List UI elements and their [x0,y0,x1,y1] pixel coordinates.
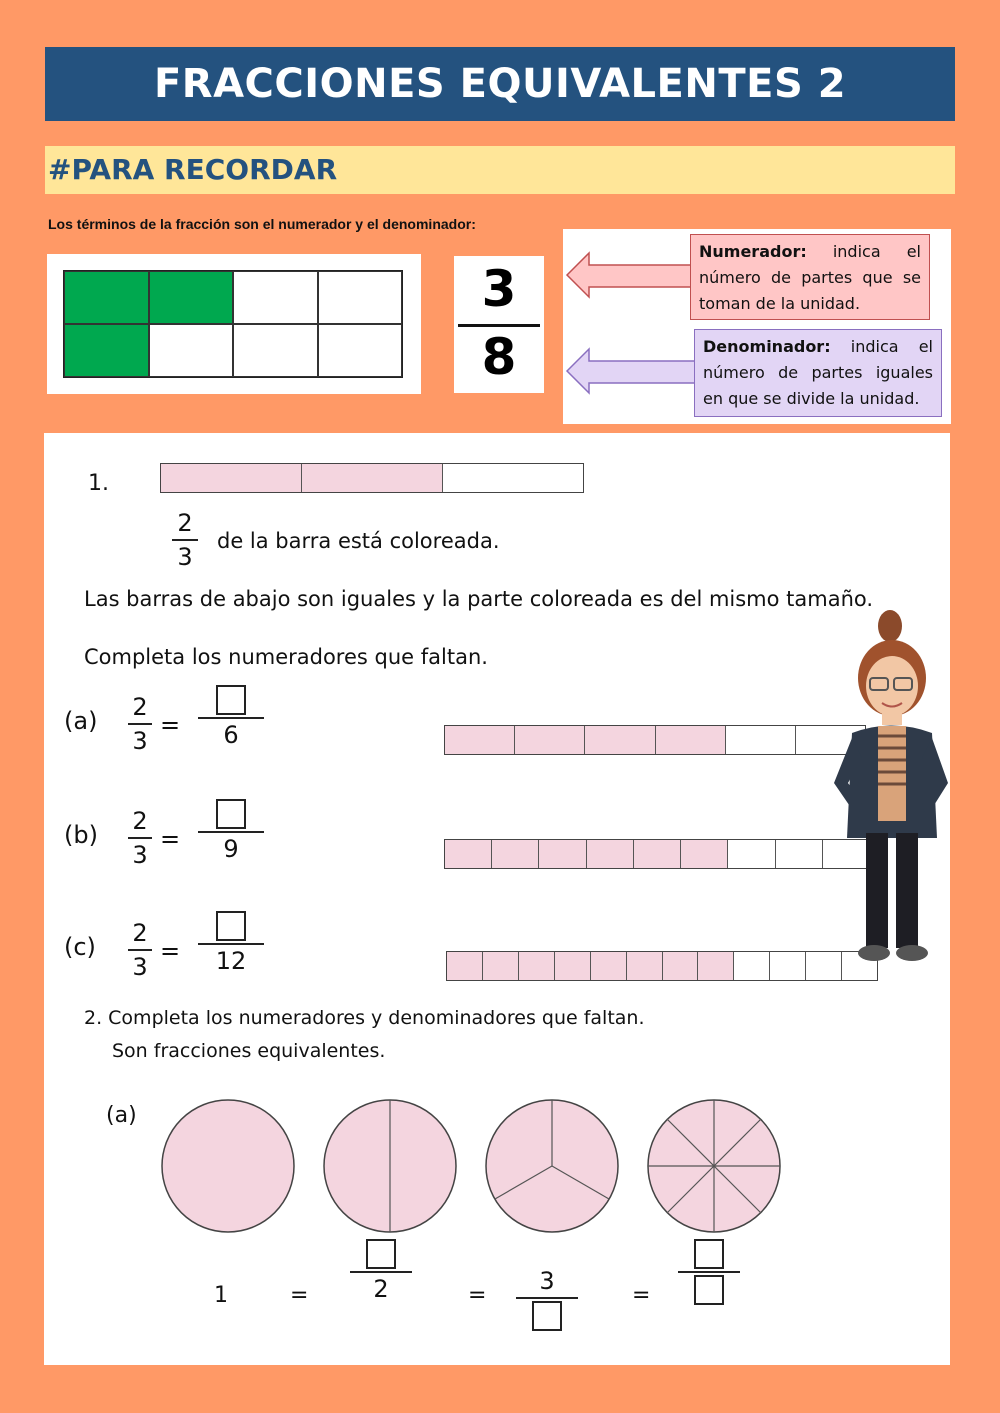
fraction-line [678,1271,740,1273]
bar-part-shaded [627,952,663,980]
bar-part [726,726,796,754]
definitions-panel [563,229,951,424]
item-bar [444,839,870,869]
exercise1-bar [160,463,584,493]
answer-box[interactable] [216,799,246,829]
item-label: (a) [64,707,98,735]
bar-part [728,840,775,868]
fraction-denominator: 3 [132,953,148,981]
circle-thirds [486,1100,618,1232]
item-label: (b) [64,821,98,849]
fraction-line [128,949,152,951]
eq-fraction-thirds [516,1267,578,1331]
grid-cell [233,271,318,324]
item-target-fraction [198,911,264,975]
item-fraction [128,919,152,981]
bar-part-shaded [591,952,627,980]
teacher-avatar [832,608,950,968]
item-fraction [128,807,152,869]
eq-sign: = [160,825,181,853]
fraction-line [516,1297,578,1299]
bar-part-shaded [445,840,492,868]
circle-eighths [648,1100,780,1232]
bar-part-shaded [447,952,483,980]
fraction-line [458,324,540,327]
exercise1-fraction-text: de la barra está coloreada. [217,529,500,553]
item-bar [446,951,878,981]
bar-part-shaded [445,726,515,754]
exercise2-line2: Son fracciones equivalentes. [112,1040,386,1062]
bar-part-shaded [161,464,302,492]
fraction-grid-panel [47,254,421,394]
exercise1-number: 1. [88,471,109,496]
eq-fraction-eighths [678,1239,740,1305]
bar-part-shaded [555,952,591,980]
grid-cell [318,324,403,377]
item-target-fraction [198,685,264,749]
exercise2-line1: 2. Completa los numeradores y denominadores que faltan. [84,1007,645,1029]
fraction-denominator: 3 [132,727,148,755]
fraction-denominator: 9 [223,835,239,863]
fraction-line [128,837,152,839]
denominator-arrow [567,349,695,393]
fraction-line [128,723,152,725]
exercise2-circles [154,1093,794,1233]
terms-text: Los términos de la fracción son el numerador y el denominador: [48,216,476,232]
fraction-line [198,831,264,833]
fraction-denominator: 3 [177,543,193,571]
bar-part-shaded [698,952,734,980]
fraction-denominator: 2 [373,1275,389,1303]
fraction-grid [63,270,403,378]
fraction-numerator: 2 [132,919,148,947]
answer-box[interactable] [532,1301,562,1331]
fraction-denominator: 8 [481,328,517,386]
item-label: (c) [64,933,96,961]
fraction-denominator: 12 [215,947,247,975]
eq-sign: = [160,711,181,739]
denominator-definition: Denominador: indica el número de partes iguales en que se divide la unidad. [694,329,942,417]
fraction-numerator: 3 [481,260,517,318]
fraction-line [198,717,264,719]
exercise-panel [44,433,950,1365]
exercise2-label: (a) [106,1103,137,1128]
item-bar [444,725,866,755]
bar-part-shaded [519,952,555,980]
bar-part [776,840,823,868]
page-title: FRACCIONES EQUIVALENTES 2 [45,47,955,121]
answer-box[interactable] [694,1239,724,1269]
grid-cell-shaded [64,324,149,377]
exercise1-line1: Las barras de abajo son iguales y la parte coloreada es del mismo tamaño. [84,587,874,611]
bar-part-shaded [634,840,681,868]
answer-box[interactable] [216,685,246,715]
exercise1-line2: Completa los numeradores que faltan. [84,645,488,669]
eq-sign: = [632,1283,651,1308]
fraction-line [350,1271,412,1273]
bar-part-shaded [483,952,519,980]
section-heading-recall: #PARA RECORDAR [45,146,955,194]
bar-part-shaded [492,840,539,868]
answer-box[interactable] [216,911,246,941]
circle-halves [324,1100,456,1232]
bar-part-shaded [681,840,728,868]
eq-one: 1 [214,1283,228,1308]
grid-cell [318,271,403,324]
bar-part [443,464,583,492]
bar-part-shaded [663,952,699,980]
fraction-numerator: 2 [132,693,148,721]
bar-part-shaded [585,726,655,754]
numerator-arrow [567,253,691,297]
item-target-fraction [198,799,264,863]
eq-sign: = [468,1283,487,1308]
grid-cell-shaded [64,271,149,324]
fraction-denominator: 6 [223,721,239,749]
numerator-definition: Numerador: indica el número de partes que se toman de la unidad. [690,234,930,320]
grid-cell [233,324,318,377]
eq-sign: = [290,1283,309,1308]
grid-cell [149,324,234,377]
item-fraction [128,693,152,755]
fraction-numerator: 3 [539,1267,555,1295]
bar-part-shaded [539,840,586,868]
bar-part-shaded [587,840,634,868]
bar-part-shaded [515,726,585,754]
fraction-display [454,256,544,393]
eq-fraction-half [350,1239,412,1303]
bar-part-shaded [302,464,443,492]
fraction-line [198,943,264,945]
bar-part [770,952,806,980]
bar-part-shaded [656,726,726,754]
fraction-denominator: 3 [132,841,148,869]
fraction-numerator: 2 [177,509,193,537]
exercise1-fraction [172,509,198,571]
circle-whole [162,1100,294,1232]
answer-box[interactable] [366,1239,396,1269]
bar-part [734,952,770,980]
answer-box[interactable] [694,1275,724,1305]
grid-cell-shaded [149,271,234,324]
eq-sign: = [160,937,181,965]
fraction-line [172,539,198,541]
fraction-numerator: 2 [132,807,148,835]
